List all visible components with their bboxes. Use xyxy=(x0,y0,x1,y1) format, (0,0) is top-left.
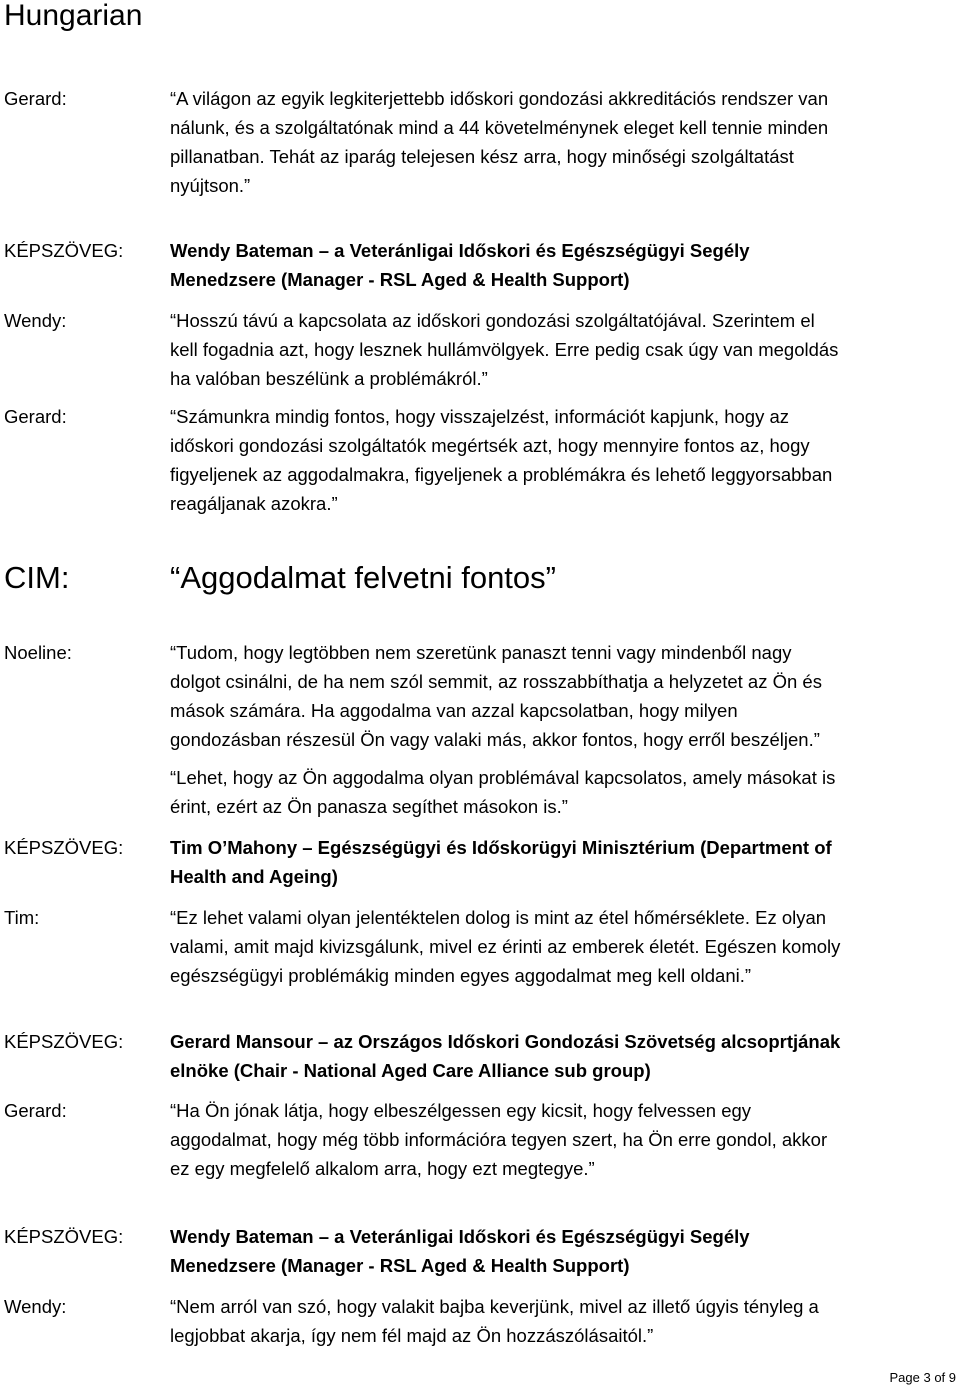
text-line: pillanatban. Tehát az iparág telejesen kész arra, hogy minőségi szolgáltatást xyxy=(170,146,794,167)
caption-text xyxy=(170,833,956,891)
caption-text xyxy=(170,1027,956,1085)
quote-text xyxy=(170,763,956,821)
caption-text xyxy=(170,236,956,294)
text-line: nálunk, és a szolgáltatónak mind a 44 követelménynek eleget kell tennie minden xyxy=(170,117,829,138)
text-line: “Számunkra mindig fontos, hogy visszajelzést, információt kapjunk, hogy az xyxy=(170,406,790,427)
text-line: Wendy Bateman – a Veteránligai Időskori és Egészségügyi Segély xyxy=(170,240,750,261)
speaker-label: Gerard: xyxy=(4,1100,67,1121)
text-line: kell fogadnia azt, hogy lesznek hullámvölgyek. Erre pedig csak úgy van megoldás xyxy=(170,339,839,360)
text-line: ha valóban beszélünk a problémákról.” xyxy=(170,368,488,389)
text-line: ez egy megfelelő alkalom arra, hogy ezt megtegye.” xyxy=(170,1158,595,1179)
speaker-label: Gerard: xyxy=(4,88,67,109)
quote-text xyxy=(170,1096,956,1183)
text-line: aggodalmat, hogy még több információra tegyen szert, ha Ön erre gondol, akkor xyxy=(170,1129,828,1150)
text-line: valami, amit majd kivizsgálunk, mivel ez érinti az emberek életét. Egészen komoly xyxy=(170,936,841,957)
text-line: dolgot csinálni, de ha nem szól semmit, az rosszabbíthatja a helyzetet az Ön és xyxy=(170,671,822,692)
section-title xyxy=(170,558,556,598)
text-line: reagáljanak azokra.” xyxy=(170,493,338,514)
page-heading: Hungarian xyxy=(4,0,143,32)
speaker-label: Wendy: xyxy=(4,310,67,331)
text-line: érint, ezért az Ön panasza segíthet másokon is.” xyxy=(170,796,568,817)
text-line: Wendy Bateman – a Veteránligai Időskori és Egészségügyi Segély xyxy=(170,1226,750,1247)
text-line: időskori gondozási szolgáltatók megértsék azt, hogy mennyire fontos az, hogy xyxy=(170,435,810,456)
text-line: “Ez lehet valami olyan jelentéktelen dolog is mint az étel hőmérséklete. Ez olyan xyxy=(170,907,827,928)
text-line: “Lehet, hogy az Ön aggodalma olyan problémával kapcsolatos, amely másokat is xyxy=(170,767,836,788)
quote-text xyxy=(170,638,956,754)
speaker-label: KÉPSZÖVEG: xyxy=(4,1031,124,1052)
text-line: egészségügyi problémákig minden egyes aggodalmat meg kell oldani.” xyxy=(170,965,752,986)
text-line: Tim O’Mahony – Egészségügyi és Időskorügyi Minisztérium (Department of xyxy=(170,837,832,858)
speaker-label: Noeline: xyxy=(4,642,72,663)
speaker-label: Tim: xyxy=(4,907,40,928)
text-line: Menedzsere (Manager - RSL Aged & Health Support) xyxy=(170,269,630,290)
quote-text xyxy=(170,306,956,393)
text-line: Gerard Mansour – az Országos Időskori Gondozási Szövetség alcsoprtjának xyxy=(170,1031,841,1052)
text-line: elnöke (Chair - National Aged Care Alliance sub group) xyxy=(170,1060,651,1081)
text-line: mások számára. Ha aggodalma van azzal kapcsolatban, hogy milyen xyxy=(170,700,738,721)
text-line: gondozásban részesül Ön vagy valaki más, akkor fontos, hogy erről beszéljen.” xyxy=(170,729,820,750)
quote-text xyxy=(170,903,956,990)
text-line: Menedzsere (Manager - RSL Aged & Health Support) xyxy=(170,1255,630,1276)
caption-text xyxy=(170,1222,956,1280)
speaker-label: KÉPSZÖVEG: xyxy=(4,240,124,261)
text-line: “Hosszú távú a kapcsolata az időskori gondozási szolgáltatójával. Szerintem el xyxy=(170,310,815,331)
page-footer: Page 3 of 9 xyxy=(889,1370,956,1385)
speaker-label: KÉPSZÖVEG: xyxy=(4,1226,124,1247)
text-line: “Nem arról van szó, hogy valakit bajba keverjünk, mivel az illető úgyis tényleg a xyxy=(170,1296,819,1317)
section-title-label: CIM: xyxy=(4,560,70,595)
text-line: “Ha Ön jónak látja, hogy elbeszélgessen egy kicsit, hogy felvessen egy xyxy=(170,1100,752,1121)
text-line: figyeljenek az aggodalmakra, figyeljenek a problémákra és lehető leggyorsabban xyxy=(170,464,833,485)
speaker-label: Wendy: xyxy=(4,1296,67,1317)
text-line: “Tudom, hogy legtöbben nem szeretünk panaszt tenni vagy mindenből nagy xyxy=(170,642,792,663)
speaker-label: Gerard: xyxy=(4,406,67,427)
text-line: legjobbat akarja, így nem fél majd az Ön hozzászólásaitól.” xyxy=(170,1325,654,1346)
quote-text xyxy=(170,1292,956,1350)
text-line: “Aggodalmat felvetni fontos” xyxy=(170,560,556,595)
quote-text xyxy=(170,84,956,200)
speaker-label: KÉPSZÖVEG: xyxy=(4,837,124,858)
text-line: Health and Ageing) xyxy=(170,866,338,887)
text-line: “A világon az egyik legkiterjettebb időskori gondozási akkreditációs rendszer van xyxy=(170,88,829,109)
quote-text xyxy=(170,402,956,518)
text-line: nyújtson.” xyxy=(170,175,251,196)
